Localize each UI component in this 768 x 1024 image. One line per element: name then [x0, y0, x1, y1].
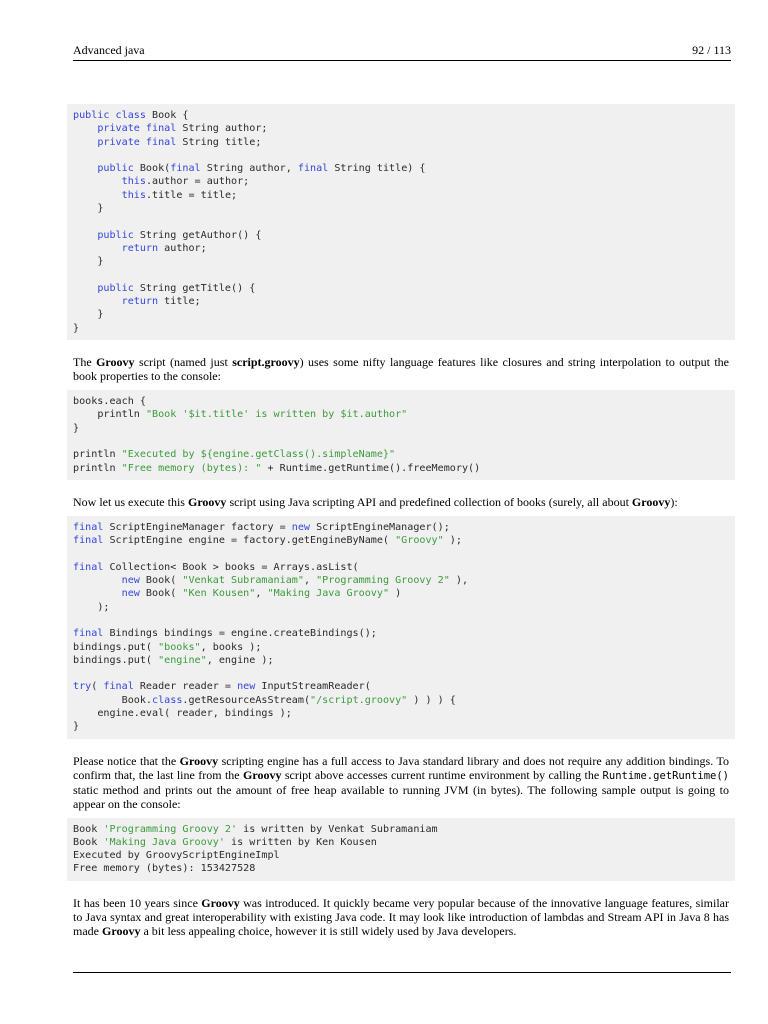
- page-content: [67, 104, 735, 938]
- bold-text: Groovy: [631, 494, 671, 509]
- paragraph-execute-script: [67, 495, 735, 509]
- paragraph-groovy-history: [67, 896, 735, 938]
- code-keyword: public: [97, 282, 134, 294]
- code-text: String getAuthor() {: [133, 229, 262, 241]
- code-text: ScriptEngineManager();: [310, 521, 450, 533]
- code-keyword: class: [152, 694, 183, 706]
- text: The: [73, 355, 97, 370]
- code-text: .getResourceAsStream(: [182, 694, 311, 706]
- code-text: Book: [73, 836, 104, 848]
- code-text: Free memory (bytes): 153427528: [73, 863, 256, 875]
- code-text: is written by Ken Kousen: [224, 836, 377, 848]
- code-text: engine.eval( reader, bindings );: [97, 707, 292, 719]
- text: script using Java scripting API and predefined collection of books (surely, all about: [226, 494, 632, 509]
- code-keyword: private final: [97, 123, 177, 135]
- code-text: }: [73, 422, 80, 434]
- bold-text: Groovy: [102, 923, 141, 938]
- code-text: String author;: [176, 123, 268, 135]
- code-keyword: final: [170, 163, 201, 175]
- text: script above accesses current runtime environment by calling the: [281, 767, 603, 782]
- code-text: + Runtime.getRuntime().freeMemory(): [261, 462, 481, 474]
- code-text: is written by Venkat Subramaniam: [237, 823, 438, 835]
- code-string: "Venkat Subramaniam": [182, 575, 304, 587]
- code-text: Reader reader =: [133, 681, 238, 693]
- code-keyword: try: [73, 681, 92, 693]
- code-string: "Groovy": [395, 535, 444, 547]
- page-number: 92 / 113: [692, 43, 731, 57]
- code-text: Executed by GroovyScriptEngineImpl: [73, 850, 280, 862]
- text: was introduced. It quickly became very popular because of the innovative language features, similar to Java syntax and great interoperability with existing Java code. It may look like introduction of lambdas and Stream API in Java 8 has made: [73, 895, 730, 938]
- code-text: Book.: [121, 694, 153, 706]
- code-text: author;: [158, 242, 207, 254]
- paragraph-full-access: [67, 754, 735, 811]
- code-text: String title) {: [328, 163, 426, 175]
- paragraph-groovy-script: [67, 355, 735, 383]
- code-text: .title = title;: [145, 189, 238, 201]
- code-text: title;: [158, 296, 201, 308]
- bold-text: Groovy: [187, 494, 227, 509]
- text: ):: [670, 494, 678, 509]
- code-text: bindings.put(: [73, 641, 159, 653]
- code-text: books.each {: [73, 396, 146, 408]
- bold-text: Groovy: [243, 767, 282, 782]
- code-text: }: [97, 203, 104, 215]
- code-keyword: final: [73, 628, 104, 640]
- text: Please notice that the: [73, 753, 180, 768]
- code-keyword: this: [121, 176, 146, 188]
- text: script (named just: [134, 355, 233, 370]
- code-text: }: [97, 309, 104, 321]
- code-text: .author = author;: [145, 176, 250, 188]
- code-text: ) ) ) {: [407, 694, 456, 706]
- code-text: }: [97, 256, 104, 268]
- code-text: Book(: [139, 575, 183, 587]
- code-text: ScriptEngineManager factory =: [103, 521, 292, 533]
- code-text: Book: [73, 823, 104, 835]
- code-text: println: [97, 409, 146, 421]
- code-text: Book(: [133, 163, 171, 175]
- code-string: "Making Java Groovy": [267, 588, 390, 600]
- code-block-book-class: [67, 104, 735, 340]
- code-string: "/script.groovy": [310, 694, 408, 706]
- text: static method and prints out the amount of free heap available to running JVM (in bytes). The following sample output is going to appear on the console:: [73, 782, 729, 811]
- code-block-java-scripting: [67, 516, 735, 739]
- code-text: }: [73, 721, 80, 733]
- code-text: String author,: [200, 163, 298, 175]
- document-title: Advanced java: [73, 43, 145, 57]
- code-keyword: final: [73, 561, 104, 573]
- code-keyword: final: [297, 163, 329, 175]
- code-keyword: new: [121, 588, 140, 600]
- code-string: "Executed by ${engine.getClass().simpleName}": [121, 449, 396, 461]
- code-text: ,: [255, 588, 268, 600]
- code-string: "Book '$it.title' is written by $it.author": [145, 409, 408, 421]
- code-keyword: return: [121, 296, 159, 308]
- text: scripting engine has a full access to Java standard library and does not require any addition bindings. To confirm that, the last line from the: [73, 753, 729, 782]
- code-text: bindings.put(: [73, 654, 159, 666]
- code-string: "Programming Groovy 2": [316, 575, 450, 587]
- code-keyword: final: [103, 681, 134, 693]
- code-keyword: new: [237, 681, 256, 693]
- code-text: ),: [449, 575, 469, 587]
- code-text: String title;: [176, 136, 262, 148]
- code-text: Book {: [145, 110, 189, 121]
- code-text: InputStreamReader(: [255, 681, 371, 693]
- text: It has been 10 years since: [73, 895, 202, 910]
- code-block-console-output: [67, 818, 735, 881]
- bold-text: Groovy: [201, 895, 240, 910]
- code-keyword: public: [97, 163, 134, 175]
- code-keyword: final: [73, 535, 104, 547]
- code-keyword: new: [121, 575, 140, 587]
- code-text: );: [443, 535, 462, 547]
- code-string: 'Programming Groovy 2': [103, 823, 238, 835]
- code-text: ,: [303, 575, 317, 587]
- code-keyword: return: [121, 242, 159, 254]
- code-block-groovy-script: [67, 390, 735, 480]
- code-string: "engine": [158, 654, 207, 666]
- bold-text: Groovy: [96, 355, 135, 370]
- code-text: println: [73, 462, 122, 474]
- code-keyword: final: [73, 521, 104, 533]
- code-string: "Ken Kousen": [182, 588, 256, 600]
- page-header: [73, 42, 731, 61]
- code-text: Bindings bindings = engine.createBindings();: [103, 628, 377, 640]
- code-text: (: [91, 681, 104, 693]
- code-text: );: [97, 601, 110, 613]
- inline-code: Runtime.getRuntime(): [602, 769, 729, 782]
- code-string: "books": [158, 641, 201, 653]
- bold-text: Groovy: [179, 753, 219, 768]
- code-text: ScriptEngine engine = factory.getEngineByName(: [103, 535, 396, 547]
- code-text: String getTitle() {: [133, 282, 256, 294]
- text: Now let us execute this: [73, 494, 188, 509]
- code-text: , books );: [200, 641, 262, 653]
- code-string: 'Making Java Groovy': [103, 836, 225, 848]
- footer-divider: [73, 972, 731, 973]
- code-string: "Free memory (bytes): ": [121, 462, 262, 474]
- code-text: println: [73, 449, 122, 461]
- code-keyword: private final: [97, 136, 177, 148]
- code-keyword: public: [97, 229, 134, 241]
- code-text: , engine );: [206, 654, 274, 666]
- text: a bit less appealing choice, however it is still widely used by Java developers.: [140, 923, 517, 938]
- text: ) uses some nifty language features like closures and string interpolation to output the book properties to the console:: [73, 355, 730, 384]
- code-text: Book(: [139, 588, 183, 600]
- code-keyword: new: [291, 521, 311, 533]
- code-keyword: this: [121, 189, 146, 201]
- code-keyword: public class: [73, 110, 146, 121]
- code-text: Collection< Book > books = Arrays.asList(: [103, 561, 359, 573]
- code-text: ): [389, 588, 402, 600]
- bold-text: script.groovy: [232, 355, 300, 370]
- code-text: }: [73, 322, 80, 334]
